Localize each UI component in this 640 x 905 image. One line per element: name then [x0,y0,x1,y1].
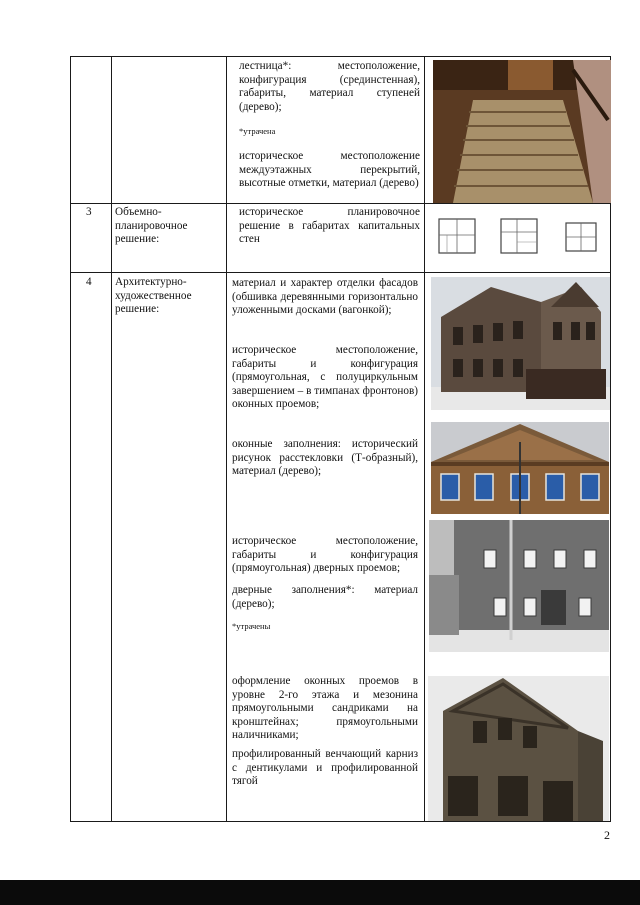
row-number-3: 3 [86,206,92,218]
table-border-left [70,56,71,822]
floor-plan-2 [497,215,542,259]
table-col-divider-1 [111,56,112,822]
layout-description: историческое планировочное решение в габаритах капитальных стен [239,206,420,246]
cornice-description: профилированный венчающий карниз с дентикулами и профилированной тягой [232,748,418,788]
row-divider-1 [70,203,611,204]
table-border-bottom [70,821,611,822]
row-divider-2 [70,272,611,273]
staircase-photo [433,60,611,203]
scan-edge-bar [0,880,640,905]
facade-finish-description: материал и характер отделки фасадов (обшивка деревянными горизонтально уложенными досками (вагонкой); [232,277,418,317]
row-4-title: Архитектурно-художественное решение: [115,276,192,316]
floors-description: историческое местоположение междуэтажных перекрытий, высотные отметки, материал (дерево) [239,150,420,190]
house-photo-1 [431,277,610,410]
page-number: 2 [604,828,610,842]
floor-plan-3 [558,215,603,259]
table-border-top [70,56,611,57]
window-fillings-description: оконные заполнения: исторический рисунок расстекловки (Т-образный), материал (дерево); [232,438,418,478]
house-photo-2 [429,520,609,652]
row-3-title: Объемно-планировочное решение: [115,206,188,246]
table-col-divider-3 [424,56,425,822]
door-fillings-description: дверные заполнения*: материал (дерево); [232,584,418,610]
stair-note: *утрачена [239,126,276,136]
door-openings-description: историческое местоположение, габариты и конфигурация (прямоугольная) дверных проемов; [232,535,418,575]
stair-description: лестница*: местоположение, конфигурация (срединстенная), габариты, материал ступеней (дерево); [239,60,420,113]
window-frieze-photo [431,422,609,514]
row-number-4: 4 [86,276,92,288]
floor-plan-1 [435,215,480,259]
window-openings-description: историческое местоположение, габариты и конфигурация (прямоугольная, с полуциркульным завершением – в тимпанах фронтонов) оконных проемов; [232,344,418,411]
door-fillings-note: *утрачены [232,621,271,631]
window-decor-description: оформление оконных проемов в уровне 2-го этажа и мезонина прямоугольными сандриками на кронштейнах; прямоугольными наличниками; [232,675,418,742]
table-col-divider-2 [226,56,227,822]
house-photo-3 [428,676,609,821]
